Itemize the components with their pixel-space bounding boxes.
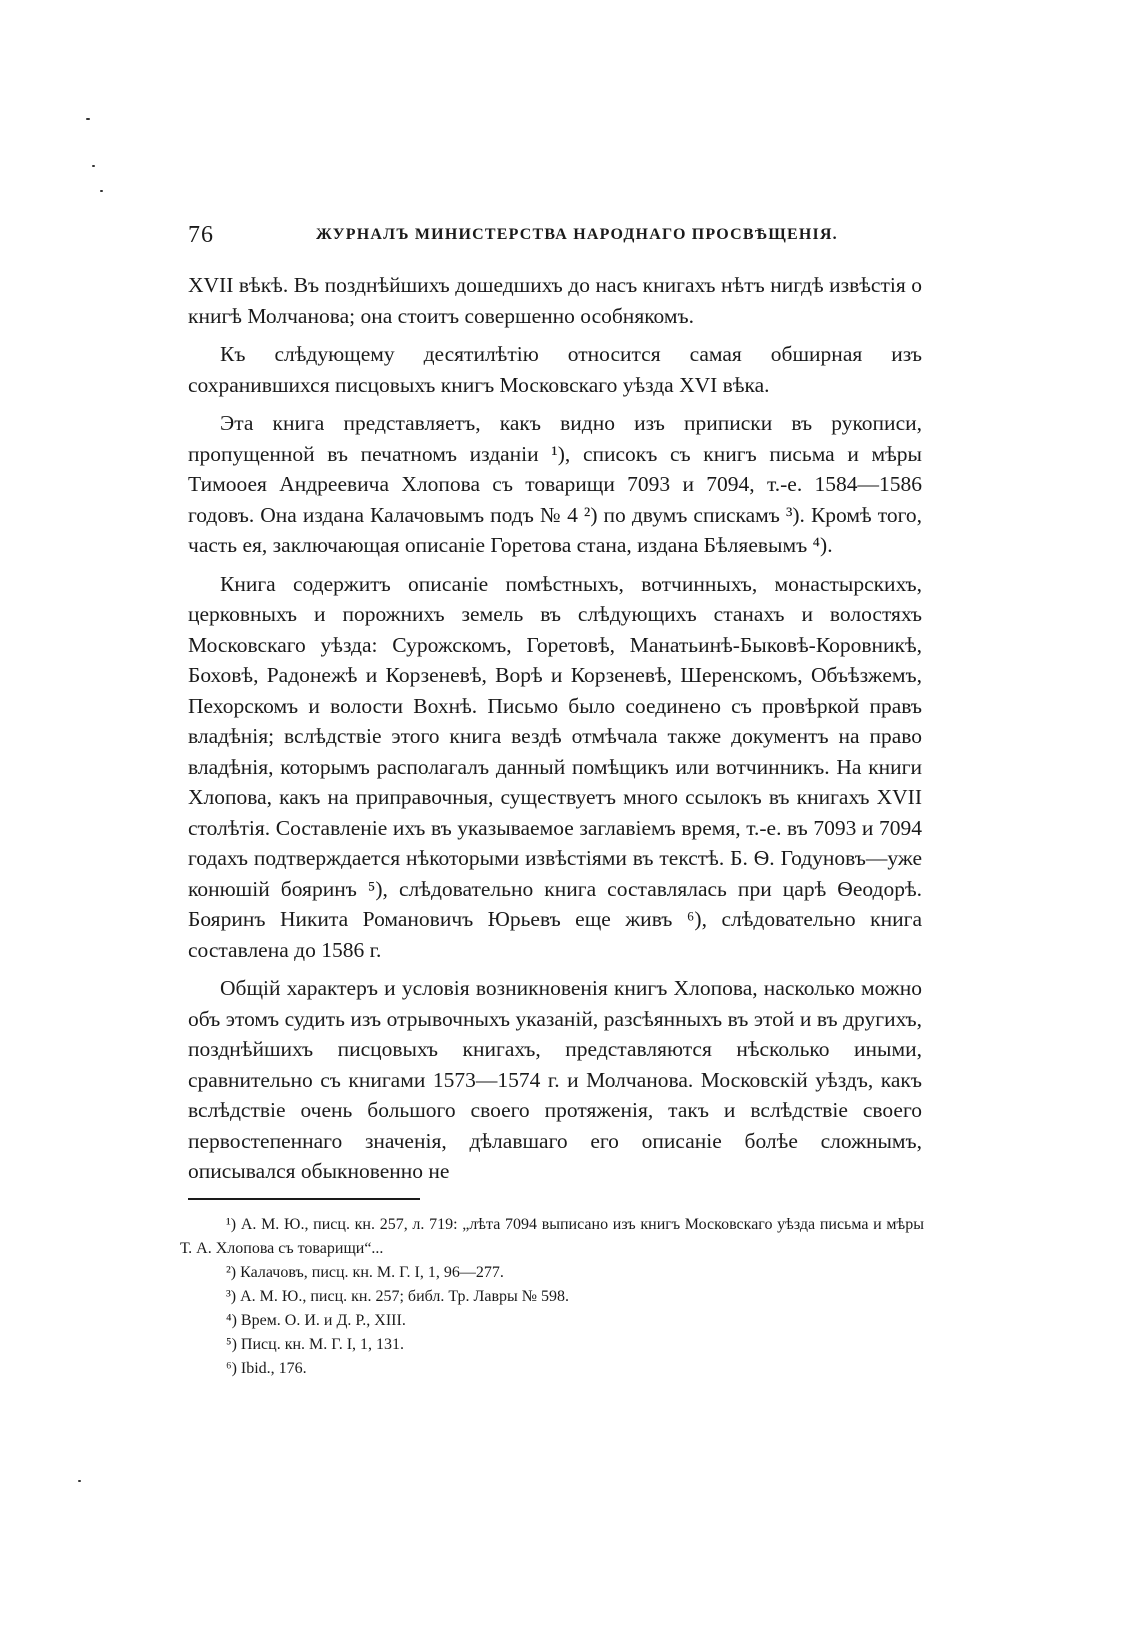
footnote-divider [188,1198,420,1200]
journal-title: ЖУРНАЛЪ МИНИСТЕРСТВА НАРОДНАГО ПРОСВѢЩЕНІЯ. [316,226,838,243]
main-text [188,270,922,1195]
footnote-3: ³) А. М. Ю., писц. кн. 257; библ. Тр. Лавры № 598. [226,1288,570,1305]
paragraph-2: Къ слѣдующему десятилѣтію относится самая обширная изъ сохранившихся писцовыхъ книгъ Московскаго уѣзда XVI вѣка. [188,342,922,397]
paragraph-3: Эта книга представляетъ, какъ видно изъ приписки въ рукописи, пропущенной въ печатномъ изданіи ¹), списокъ съ книгъ письма и мѣры Тимооея Андреевича Хлопова съ товарищи 7093 и 7094, т.-е. 1584—1586 годовъ. Она издана Калачовымъ подъ № 4 ²) по двумъ спискамъ ³). Кромѣ того, часть ея, заключающая описаніе Горетова стана, издана Бѣляевымъ ⁴). [188,411,922,557]
footnote-6: ⁶) Ibid., 176. [226,1360,307,1377]
scan-speck [86,118,90,120]
paragraph-4: Книга содержитъ описаніе помѣстныхъ, вотчинныхъ, монастырскихъ, церковныхъ и порожнихъ земель въ слѣдующихъ станахъ и волостяхъ Московскаго уѣзда: Сурожскомъ, Горетовѣ, Манатьинѣ-Быковѣ-Коровникѣ, Боховѣ, Радонежѣ и Корзеневѣ, Ворѣ и Корзеневѣ, Шеренскомъ, Объѣзжемъ, Пехорскомъ и волости Вохнѣ. Письмо было соединено съ провѣркой правъ владѣнія; вслѣдствіе этого книга вездѣ отмѣчала также документъ на право владѣнія, которымъ располагалъ данный помѣщикъ или вотчинникъ. На книги Хлопова, какъ на приправочныя, существуетъ много ссылокъ въ книгахъ XVII столѣтія. Составленіе ихъ въ указываемое заглавіемъ время, т.-е. въ 7093 и 7094 годахъ подтверждается нѣкоторыми извѣстіями въ текстѣ. Б. Ѳ. Годуновъ—уже конюшій бояринъ ⁵), слѣдовательно книга составлялась при царѣ Ѳеодорѣ. Бояринъ Никита Романовичъ Юрьевъ еще живъ ⁶), слѣдовательно книга составлена до 1586 г. [188,571,922,962]
paragraph-1: XVII вѣкѣ. Въ позднѣйшихъ дошедшихъ до насъ книгахъ нѣтъ нигдѣ извѣстія о книгѣ Молчанова; она стоитъ совершенно особнякомъ. [188,273,922,328]
footnote-5: ⁵) Писц. кн. М. Г. I, 1, 131. [226,1336,405,1353]
page-number: 76 [188,222,214,248]
footnotes [180,1213,924,1381]
paragraph-5: Общій характеръ и условія возникновенія книгъ Хлопова, насколько можно объ этомъ судить изъ отрывочныхъ указаній, разсѣянныхъ въ этой и въ другихъ, позднѣйшихъ писцовыхъ книгахъ, представляются нѣсколько иными, сравнительно съ книгами 1573—1574 г. и Молчанова. Московскій уѣздъ, какъ вслѣдствіе очень большого своего протяженія, такъ и вслѣдствіе своего первостепеннаго значенія, дѣлавшаго его описаніе болѣе сложнымъ, описывался обыкновенно не [188,976,922,1183]
scan-speck [100,190,103,192]
scan-speck [78,1480,81,1482]
footnote-1: ¹) А. М. Ю., писц. кн. 257, л. 719: „лѣта 7094 выписано изъ книгъ Московскаго уѣзда письма и мѣры Т. А. Хлопова съ товарищи“... [180,1216,924,1257]
footnote-4: ⁴) Врем. О. И. и Д. Р., XIII. [226,1312,406,1329]
footnote-2: ²) Калачовъ, писц. кн. М. Г. I, 1, 96—277. [226,1264,504,1281]
running-header [178,222,924,252]
scan-speck [92,165,95,167]
